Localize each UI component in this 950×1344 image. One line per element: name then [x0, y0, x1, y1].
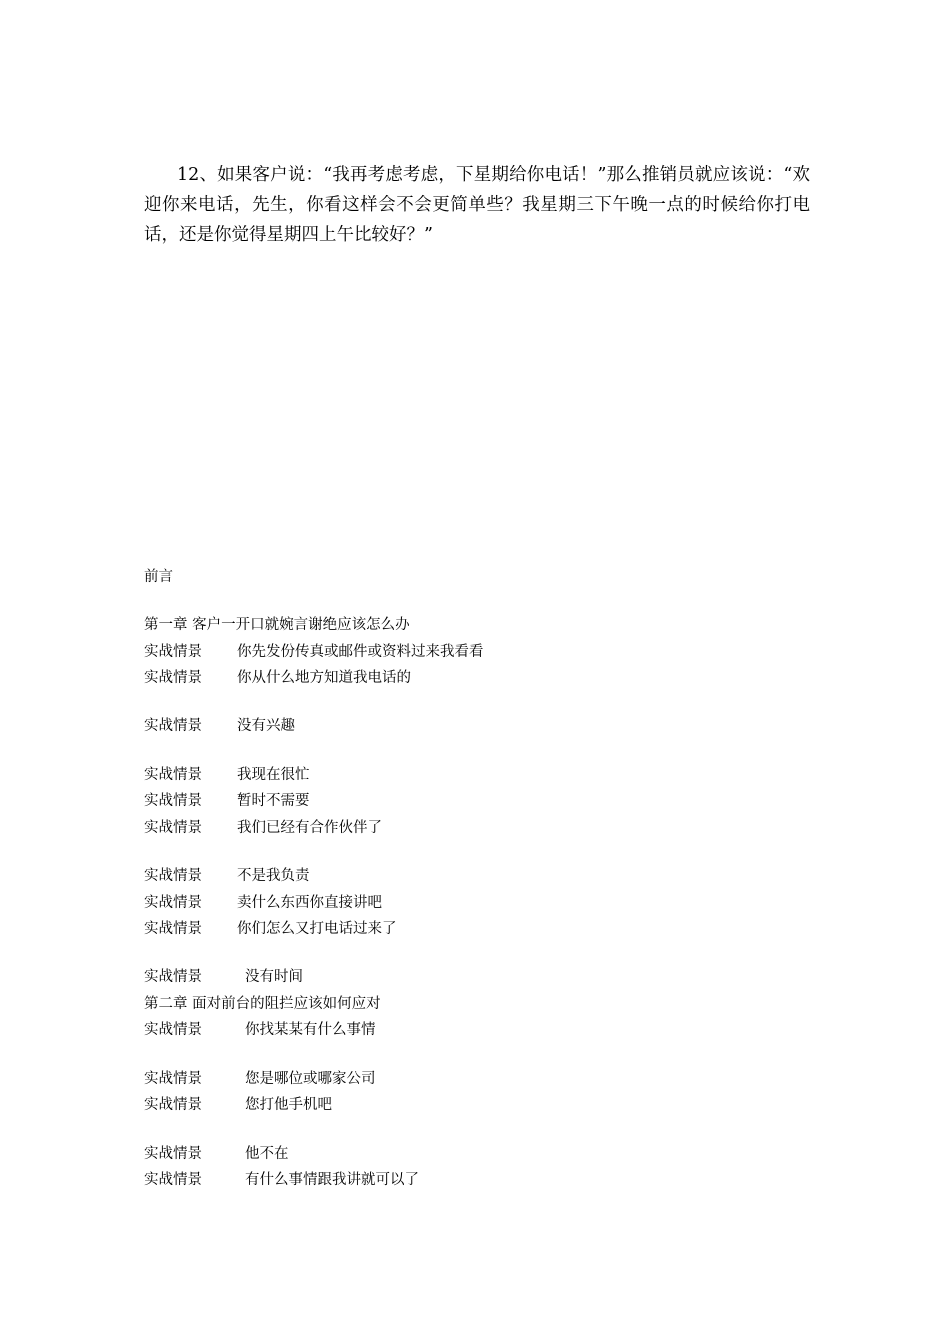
scene-line	[144, 1095, 332, 1115]
scene-text: 卖什么东西你直接讲吧	[237, 895, 382, 911]
scene-line	[144, 866, 310, 886]
scene-text: 我现在很忙	[237, 767, 310, 783]
scene-label: 实战情景	[144, 820, 202, 836]
scene-label: 实战情景	[144, 644, 202, 660]
scene-label: 实战情景	[144, 895, 202, 911]
scene-text: 你找某某有什么事情	[245, 1022, 376, 1038]
scene-line	[144, 919, 397, 939]
scene-label: 实战情景	[144, 1071, 202, 1087]
scene-label: 实战情景	[144, 1172, 202, 1188]
scene-text: 没有时间	[245, 969, 303, 985]
scene-label: 实战情景	[144, 670, 202, 686]
scene-label: 实战情景	[144, 868, 202, 884]
scene-line	[144, 1170, 419, 1190]
scene-label: 实战情景	[144, 921, 202, 937]
scene-line	[144, 893, 382, 913]
scene-text: 不是我负责	[237, 868, 310, 884]
scene-text: 暂时不需要	[237, 793, 310, 809]
scene-line	[144, 668, 411, 688]
scene-line	[144, 967, 303, 987]
scene-line	[144, 642, 484, 662]
preface-heading: 前言	[144, 569, 173, 585]
scene-line	[144, 765, 310, 785]
scene-label: 实战情景	[144, 718, 202, 734]
scene-line	[144, 716, 295, 736]
scene-label: 实战情景	[144, 793, 202, 809]
scene-label: 实战情景	[144, 1146, 202, 1162]
scene-text: 你们怎么又打电话过来了	[237, 921, 397, 937]
scene-text: 您是哪位或哪家公司	[245, 1071, 376, 1087]
scene-line	[144, 818, 382, 838]
scene-label: 实战情景	[144, 969, 202, 985]
scene-line	[144, 791, 310, 811]
scene-label: 实战情景	[144, 1022, 202, 1038]
scene-text: 我们已经有合作伙伴了	[237, 820, 382, 836]
scene-text: 没有兴趣	[237, 718, 295, 734]
scene-text: 有什么事情跟我讲就可以了	[245, 1172, 419, 1188]
scene-label: 实战情景	[144, 1097, 202, 1113]
body-paragraph: 12、如果客户说：“我再考虑考虑，下星期给你电话！”那么推销员就应该说：“欢迎你来电话，先生，你看这样会不会更简单些？我星期三下午晚一点的时候给你打电话，还是你觉得星期四上午比较好？”	[144, 165, 810, 245]
scene-text: 你先发份传真或邮件或资料过来我看看	[237, 644, 484, 660]
scene-line	[144, 1144, 289, 1164]
scene-text: 他不在	[245, 1146, 289, 1162]
chapter-1-heading: 第一章 客户一开口就婉言谢绝应该怎么办	[144, 617, 410, 633]
scene-label: 实战情景	[144, 767, 202, 783]
scene-line	[144, 1020, 376, 1040]
scene-text: 您打他手机吧	[245, 1097, 332, 1113]
chapter-2-heading: 第二章 面对前台的阻拦应该如何应对	[144, 996, 381, 1012]
scene-text: 你从什么地方知道我电话的	[237, 670, 411, 686]
scene-line	[144, 1069, 376, 1089]
